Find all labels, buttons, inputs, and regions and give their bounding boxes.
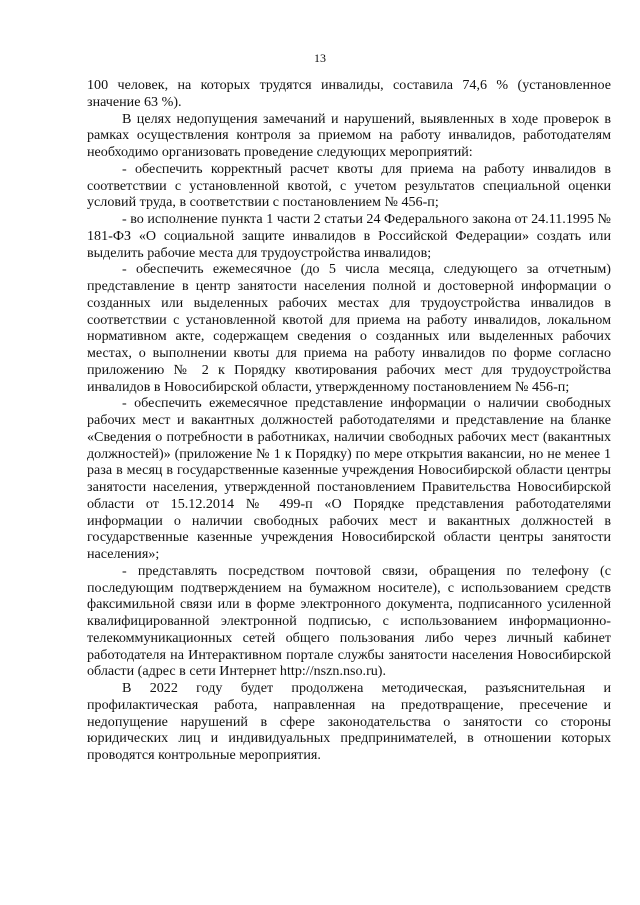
paragraph-item-quota: - обеспечить корректный расчет квоты для приема на работу инвалидов в соответствии с установленной квотой, с учетом результатов специальной оценки условий труда, в соответствии с постановлением № 456-п; bbox=[87, 160, 611, 211]
paragraph-intro: В целях недопущения замечаний и нарушений, выявленных в ходе проверок в рамках осуществления контроля за приемом на работу инвалидов, работодателям необходимо организовать проведение следующих мероприятий: bbox=[87, 110, 611, 160]
paragraph-item-monthly-report: - обеспечить ежемесячное (до 5 числа месяца, следующего за отчетным) представление в центр занятости населения полной и достоверной информации о созданных или выделенных рабочих местах для трудоустройства инвалидов в соответствии с установленной квотой для приема на работу инвалидов, локальном нормативном акте, содержащем сведения о созданных или выделенных рабочих местах, о выполнении квоты для приема на работу инвалидов по форме согласно приложению № 2 к Порядку квотирования рабочих мест для трудоустройства инвалидов в Новосибирской области, утвержденному постановлением № 456-п; bbox=[87, 261, 611, 395]
paragraph-item-vacancies: - обеспечить ежемесячное представление информации о наличии свободных рабочих мест и вакантных должностей работодателями и представление на бланке «Сведения о потребности в работниках, наличии свободных рабочих мест (вакантных должностей)» (приложение № 1 к Порядку) по мере открытия вакансии, но не менее 1 раза в месяц в государственные казенные учреждения Новосибирской области центры занятости населения, утвержденной постановлением Правительства Новосибирской области от 15.12.2014 № 499-п «О Порядке представления работодателями информации о наличии свободных рабочих мест и вакантных должностей в государственные казенные учреждения Новосибирской области центры занятости населения»; bbox=[87, 395, 611, 562]
body-text bbox=[87, 77, 611, 764]
page-number: 13 bbox=[314, 51, 326, 65]
paragraph-conclusion: В 2022 году будет продолжена методическая, разъяснительная и профилактическая работа, направленная на предотвращение, пресечение и недопущение нарушений в сфере законодательства о занятости со стороны юридических лиц и индивидуальных предпринимателей, в отношении которых проводятся контрольные мероприятия. bbox=[87, 680, 611, 763]
paragraph-item-submission: - представлять посредством почтовой связи, обращения по телефону (с последующим подтверждением на бумажном носителе), с использованием средств факсимильной связи или в форме электронного документа, подписанного усиленной квалифицированной электронной подписью, с использованием информационно-телекоммуникационных сетей общего пользования либо через личный кабинет работодателя на Интерактивном портале службы занятости населения Новосибирской области (адрес в сети Интернет http://nszn.nso.ru). bbox=[87, 562, 611, 680]
paragraph-continuation: 100 человек, на которых трудятся инвалиды, составила 74,6 % (установленное значение 63 %). bbox=[87, 77, 611, 110]
paragraph-item-workplaces: - во исполнение пункта 1 части 2 статьи 24 Федерального закона от 24.11.1995 № 181-ФЗ «О социальной защите инвалидов в Российской Федерации» создать или выделить рабочие места для трудоустройства инвалидов; bbox=[87, 211, 611, 261]
